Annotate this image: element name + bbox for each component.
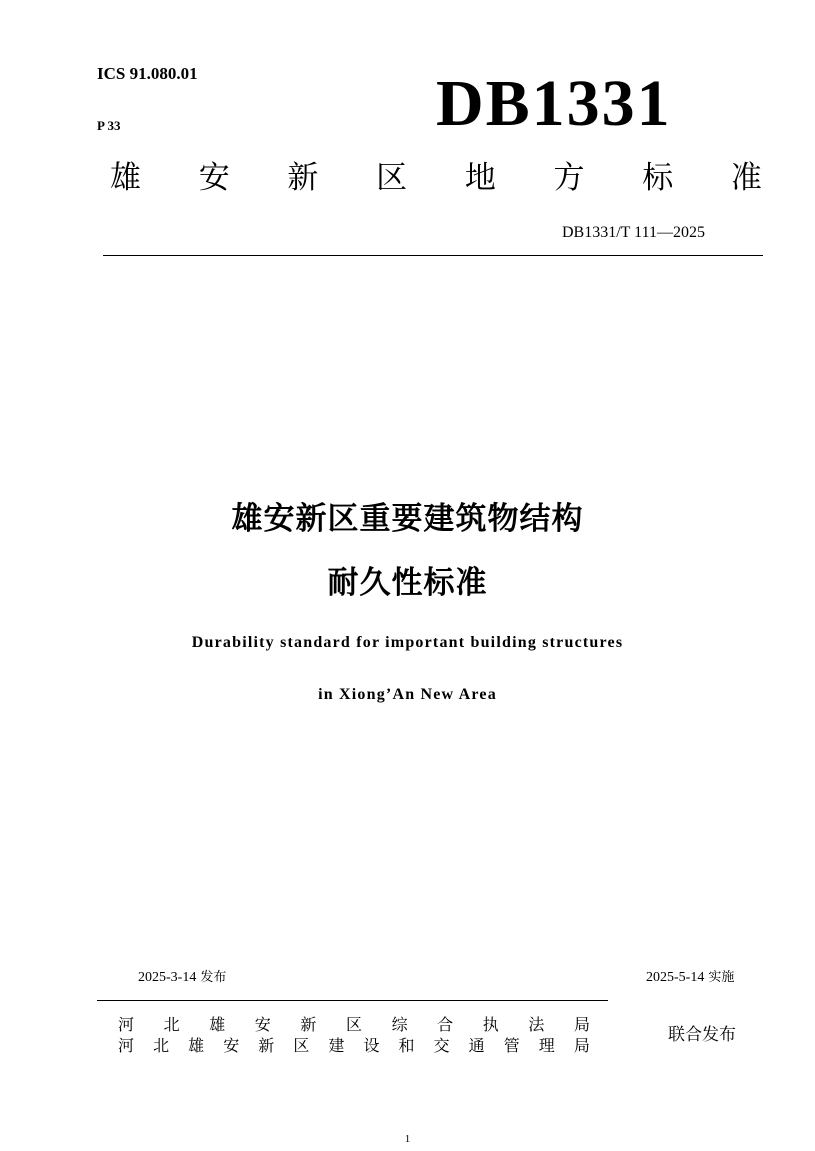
issuer-char: 北	[153, 1036, 170, 1055]
standard-number: DB1331/T 111—2025	[562, 224, 705, 241]
page-number: 1	[404, 1133, 411, 1145]
publish-date-value: 2025-3-14	[138, 970, 197, 985]
heading-char: 新	[287, 160, 319, 196]
ics-code: ICS 91.080.01	[97, 64, 198, 83]
publish-label: 发布	[200, 970, 227, 985]
bottom-divider	[97, 1000, 608, 1001]
heading-char: 安	[198, 160, 230, 196]
issuer-char: 安	[223, 1036, 240, 1055]
issuer-char: 理	[538, 1036, 555, 1055]
standard-code: DB1331	[436, 67, 672, 140]
issuer-char: 区	[345, 1015, 362, 1034]
issuer-char: 合	[437, 1015, 454, 1034]
issuer-char: 建	[328, 1036, 345, 1055]
chinese-title-line1: 雄安新区重要建筑物结构	[231, 501, 584, 537]
issuer-char: 北	[163, 1015, 180, 1034]
heading-char: 标	[642, 160, 674, 196]
implement-date-value: 2025-5-14	[646, 970, 705, 985]
issuer-char: 和	[398, 1036, 415, 1055]
issuer-char: 新	[258, 1036, 275, 1055]
heading-char: 地	[464, 160, 496, 196]
issuer-char: 局	[573, 1036, 590, 1055]
standard-heading	[110, 158, 762, 198]
issuer-char: 区	[293, 1036, 310, 1055]
issuer-char: 河	[118, 1036, 135, 1055]
issuer-char: 河	[118, 1015, 135, 1034]
issuer-char: 安	[254, 1015, 271, 1034]
issuer-char: 雄	[209, 1015, 226, 1034]
classification-code: P 33	[97, 118, 121, 133]
english-title-line1: Durability standard for important building structures	[191, 634, 624, 651]
english-title-line2: in Xiong’An New Area	[318, 686, 497, 703]
chinese-title-line2: 耐久性标准	[327, 565, 488, 601]
issuer-char: 新	[300, 1015, 317, 1034]
issuer-char: 执	[482, 1015, 499, 1034]
implement-date	[646, 966, 734, 986]
joint-issue-label: 联合发布	[668, 1025, 736, 1045]
heading-char: 雄	[110, 160, 141, 196]
publish-date	[138, 966, 226, 986]
top-divider	[103, 255, 763, 256]
heading-char: 准	[730, 160, 762, 196]
issuer-char: 雄	[188, 1036, 205, 1055]
issuer-char: 综	[391, 1015, 408, 1034]
issuer-char: 局	[573, 1015, 590, 1034]
issuer-char: 通	[468, 1036, 485, 1055]
heading-char: 区	[376, 160, 408, 196]
issuer-line1	[118, 1015, 590, 1035]
issuer-char: 管	[503, 1036, 520, 1055]
issuer-char: 设	[363, 1036, 380, 1055]
issuer-line2	[118, 1036, 590, 1056]
issuer-char: 法	[528, 1015, 545, 1034]
implement-label: 实施	[708, 970, 735, 985]
issuer-char: 交	[433, 1036, 450, 1055]
heading-char: 方	[553, 160, 585, 196]
